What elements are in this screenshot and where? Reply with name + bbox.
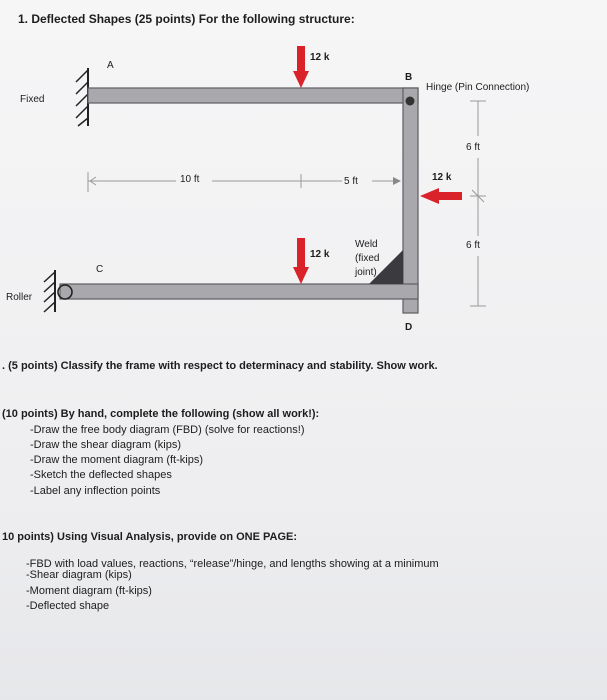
vertical-dimension [470,101,486,306]
hinge-pin [406,97,415,106]
part-b-item-2: -Draw the shear diagram (kips) [30,439,181,451]
right-column [403,88,418,313]
dimension-6ft-upper: 6 ft [466,142,480,153]
part-b-item-5: -Label any inflection points [30,485,161,497]
dimension-10ft: 10 ft [180,174,200,185]
label-roller: Roller [6,292,33,303]
top-load-label: 12 k [310,52,330,63]
label-d: D [405,322,413,333]
side-load-arrow [420,188,462,204]
label-a: A [107,60,114,71]
label-weld-line1: Weld [355,239,378,250]
side-load-label: 12 k [432,172,452,183]
dimension-5ft: 5 ft [344,176,358,187]
bottom-load-arrow [293,238,309,284]
bottom-load-label: 12 k [310,249,330,260]
bottom-beam [60,284,418,299]
label-weld-line2: (fixed [355,253,380,264]
part-c-heading: 10 points) Using Visual Analysis, provide on ONE PAGE: [2,531,298,543]
fixed-support [76,68,88,126]
part-c-item-4: -Deflected shape [26,600,110,612]
part-c-item-2: -Shear diagram (kips) [26,569,132,581]
part-c-item-3: -Moment diagram (ft-kips) [26,585,152,597]
label-fixed: Fixed [20,94,45,105]
top-load-arrow [293,46,309,88]
part-b-item-3: -Draw the moment diagram (ft-kips) [30,454,203,466]
top-beam [88,88,418,103]
dimension-6ft-lower: 6 ft [466,240,480,251]
problem-title: 1. Deflected Shapes (25 points) For the following structure: [18,12,355,26]
part-b-heading: (10 points) By hand, complete the following (show all work!): [2,408,320,420]
part-b-item-1: -Draw the free body diagram (FBD) (solve for reactions!) [30,424,305,436]
label-c: C [96,264,104,275]
label-weld-line3: joint) [355,267,377,278]
label-hinge: Hinge (Pin Connection) [426,82,530,93]
part-a-text: . (5 points) Classify the frame with respect to determinacy and stability. Show work. [2,360,438,372]
label-b: B [405,72,413,83]
part-b-item-4: -Sketch the deflected shapes [30,469,172,481]
part-c-item-1: -FBD with load values, reactions, “release”/hinge, and lengths showing at a minimum [26,558,439,570]
